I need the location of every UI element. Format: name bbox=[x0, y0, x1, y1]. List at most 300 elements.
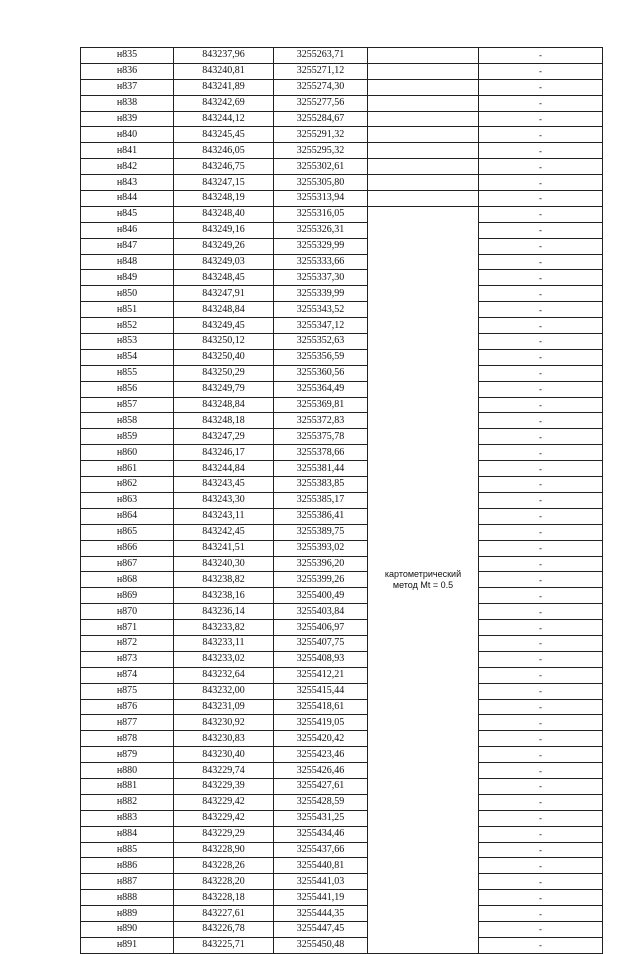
mt-value-cell: - bbox=[479, 747, 603, 763]
x-coordinate-cell: 843225,71 bbox=[174, 937, 274, 953]
point-id-cell: н835 bbox=[81, 48, 174, 64]
mt-value-cell: - bbox=[479, 254, 603, 270]
table-row bbox=[81, 175, 603, 191]
x-coordinate-cell: 843229,29 bbox=[174, 826, 274, 842]
point-id-cell: н873 bbox=[81, 651, 174, 667]
mt-value-cell: - bbox=[479, 858, 603, 874]
x-coordinate-cell: 843228,18 bbox=[174, 890, 274, 906]
table-row bbox=[81, 667, 603, 683]
point-id-cell: н852 bbox=[81, 318, 174, 334]
point-id-cell: н869 bbox=[81, 588, 174, 604]
table-row bbox=[81, 794, 603, 810]
point-id-cell: н874 bbox=[81, 667, 174, 683]
x-coordinate-cell: 843250,40 bbox=[174, 349, 274, 365]
mt-value-cell: - bbox=[479, 826, 603, 842]
y-coordinate-cell: 3255284,67 bbox=[274, 111, 368, 127]
method-cell-empty bbox=[368, 48, 479, 64]
table-row bbox=[81, 302, 603, 318]
point-id-cell: н872 bbox=[81, 635, 174, 651]
table-row bbox=[81, 48, 603, 64]
point-id-cell: н886 bbox=[81, 858, 174, 874]
table-row bbox=[81, 620, 603, 636]
x-coordinate-cell: 843238,16 bbox=[174, 588, 274, 604]
y-coordinate-cell: 3255337,30 bbox=[274, 270, 368, 286]
mt-value-cell: - bbox=[479, 842, 603, 858]
x-coordinate-cell: 843232,00 bbox=[174, 683, 274, 699]
y-coordinate-cell: 3255441,19 bbox=[274, 890, 368, 906]
y-coordinate-cell: 3255428,59 bbox=[274, 794, 368, 810]
mt-value-cell: - bbox=[479, 222, 603, 238]
point-id-cell: н877 bbox=[81, 715, 174, 731]
point-id-cell: н861 bbox=[81, 461, 174, 477]
table-row bbox=[81, 651, 603, 667]
x-coordinate-cell: 843238,82 bbox=[174, 572, 274, 588]
table-row bbox=[81, 461, 603, 477]
table-row bbox=[81, 143, 603, 159]
point-id-cell: н875 bbox=[81, 683, 174, 699]
y-coordinate-cell: 3255263,71 bbox=[274, 48, 368, 64]
table-row bbox=[81, 238, 603, 254]
table-row bbox=[81, 635, 603, 651]
table-row bbox=[81, 127, 603, 143]
y-coordinate-cell: 3255329,99 bbox=[274, 238, 368, 254]
y-coordinate-cell: 3255444,35 bbox=[274, 906, 368, 922]
table-row bbox=[81, 874, 603, 890]
x-coordinate-cell: 843241,89 bbox=[174, 79, 274, 95]
y-coordinate-cell: 3255386,41 bbox=[274, 508, 368, 524]
y-coordinate-cell: 3255419,05 bbox=[274, 715, 368, 731]
y-coordinate-cell: 3255291,32 bbox=[274, 127, 368, 143]
table-row bbox=[81, 159, 603, 175]
x-coordinate-cell: 843228,90 bbox=[174, 842, 274, 858]
point-id-cell: н848 bbox=[81, 254, 174, 270]
table-row bbox=[81, 111, 603, 127]
mt-value-cell: - bbox=[479, 763, 603, 779]
mt-value-cell: - bbox=[479, 238, 603, 254]
x-coordinate-cell: 843233,82 bbox=[174, 620, 274, 636]
mt-value-cell: - bbox=[479, 413, 603, 429]
x-coordinate-cell: 843242,45 bbox=[174, 524, 274, 540]
mt-value-cell: - bbox=[479, 477, 603, 493]
mt-value-cell: - bbox=[479, 635, 603, 651]
table-row bbox=[81, 206, 603, 222]
table-row bbox=[81, 429, 603, 445]
table-row bbox=[81, 588, 603, 604]
table-row bbox=[81, 63, 603, 79]
table-row bbox=[81, 747, 603, 763]
table-row bbox=[81, 286, 603, 302]
x-coordinate-cell: 843240,81 bbox=[174, 63, 274, 79]
point-id-cell: н888 bbox=[81, 890, 174, 906]
x-coordinate-cell: 843246,17 bbox=[174, 445, 274, 461]
table-row bbox=[81, 524, 603, 540]
x-coordinate-cell: 843249,03 bbox=[174, 254, 274, 270]
point-id-cell: н870 bbox=[81, 604, 174, 620]
mt-value-cell: - bbox=[479, 334, 603, 350]
point-id-cell: н867 bbox=[81, 556, 174, 572]
method-cell bbox=[368, 206, 479, 953]
mt-value-cell: - bbox=[479, 699, 603, 715]
y-coordinate-cell: 3255420,42 bbox=[274, 731, 368, 747]
x-coordinate-cell: 843240,30 bbox=[174, 556, 274, 572]
mt-value-cell: - bbox=[479, 508, 603, 524]
point-id-cell: н865 bbox=[81, 524, 174, 540]
table-row bbox=[81, 921, 603, 937]
mt-value-cell: - bbox=[479, 492, 603, 508]
y-coordinate-cell: 3255434,46 bbox=[274, 826, 368, 842]
point-id-cell: н845 bbox=[81, 206, 174, 222]
mt-value-cell: - bbox=[479, 937, 603, 953]
x-coordinate-cell: 843236,14 bbox=[174, 604, 274, 620]
y-coordinate-cell: 3255399,26 bbox=[274, 572, 368, 588]
method-cell-empty bbox=[368, 111, 479, 127]
mt-value-cell: - bbox=[479, 572, 603, 588]
point-id-cell: н887 bbox=[81, 874, 174, 890]
point-id-cell: н858 bbox=[81, 413, 174, 429]
x-coordinate-cell: 843250,29 bbox=[174, 365, 274, 381]
point-id-cell: н838 bbox=[81, 95, 174, 111]
y-coordinate-cell: 3255347,12 bbox=[274, 318, 368, 334]
x-coordinate-cell: 843249,16 bbox=[174, 222, 274, 238]
mt-value-cell: - bbox=[479, 810, 603, 826]
mt-value-cell: - bbox=[479, 731, 603, 747]
x-coordinate-cell: 843230,83 bbox=[174, 731, 274, 747]
point-id-cell: н849 bbox=[81, 270, 174, 286]
table-row bbox=[81, 381, 603, 397]
method-cell-empty bbox=[368, 159, 479, 175]
method-cell-empty bbox=[368, 79, 479, 95]
table-row bbox=[81, 604, 603, 620]
y-coordinate-cell: 3255326,31 bbox=[274, 222, 368, 238]
table-row bbox=[81, 858, 603, 874]
table-row bbox=[81, 445, 603, 461]
x-coordinate-cell: 843248,84 bbox=[174, 397, 274, 413]
table-row bbox=[81, 270, 603, 286]
table-row bbox=[81, 79, 603, 95]
table-row bbox=[81, 334, 603, 350]
y-coordinate-cell: 3255450,48 bbox=[274, 937, 368, 953]
x-coordinate-cell: 843243,11 bbox=[174, 508, 274, 524]
mt-value-cell: - bbox=[479, 906, 603, 922]
table-row bbox=[81, 778, 603, 794]
x-coordinate-cell: 843233,11 bbox=[174, 635, 274, 651]
point-id-cell: н885 bbox=[81, 842, 174, 858]
coordinates-table bbox=[80, 47, 603, 954]
x-coordinate-cell: 843231,09 bbox=[174, 699, 274, 715]
x-coordinate-cell: 843248,18 bbox=[174, 413, 274, 429]
mt-value-cell: - bbox=[479, 620, 603, 636]
x-coordinate-cell: 843232,64 bbox=[174, 667, 274, 683]
y-coordinate-cell: 3255316,05 bbox=[274, 206, 368, 222]
y-coordinate-cell: 3255295,32 bbox=[274, 143, 368, 159]
method-label-line-1: картометрический bbox=[384, 568, 462, 579]
x-coordinate-cell: 843246,75 bbox=[174, 159, 274, 175]
point-id-cell: н866 bbox=[81, 540, 174, 556]
y-coordinate-cell: 3255440,81 bbox=[274, 858, 368, 874]
point-id-cell: н859 bbox=[81, 429, 174, 445]
x-coordinate-cell: 843243,30 bbox=[174, 492, 274, 508]
mt-value-cell: - bbox=[479, 651, 603, 667]
mt-value-cell: - bbox=[479, 127, 603, 143]
x-coordinate-cell: 843248,40 bbox=[174, 206, 274, 222]
table-row bbox=[81, 763, 603, 779]
table-row bbox=[81, 397, 603, 413]
method-cell-empty bbox=[368, 175, 479, 191]
y-coordinate-cell: 3255313,94 bbox=[274, 191, 368, 207]
mt-value-cell: - bbox=[479, 524, 603, 540]
mt-value-cell: - bbox=[479, 95, 603, 111]
mt-value-cell: - bbox=[479, 461, 603, 477]
y-coordinate-cell: 3255412,21 bbox=[274, 667, 368, 683]
table-row bbox=[81, 556, 603, 572]
point-id-cell: н881 bbox=[81, 778, 174, 794]
method-cell-empty bbox=[368, 95, 479, 111]
mt-value-cell: - bbox=[479, 159, 603, 175]
y-coordinate-cell: 3255333,66 bbox=[274, 254, 368, 270]
x-coordinate-cell: 843243,45 bbox=[174, 477, 274, 493]
y-coordinate-cell: 3255339,99 bbox=[274, 286, 368, 302]
y-coordinate-cell: 3255418,61 bbox=[274, 699, 368, 715]
mt-value-cell: - bbox=[479, 286, 603, 302]
point-id-cell: н876 bbox=[81, 699, 174, 715]
method-cell-empty bbox=[368, 63, 479, 79]
y-coordinate-cell: 3255426,46 bbox=[274, 763, 368, 779]
mt-value-cell: - bbox=[479, 874, 603, 890]
point-id-cell: н890 bbox=[81, 921, 174, 937]
table-row bbox=[81, 937, 603, 953]
point-id-cell: н837 bbox=[81, 79, 174, 95]
coordinates-table-body bbox=[81, 48, 603, 954]
point-id-cell: н857 bbox=[81, 397, 174, 413]
x-coordinate-cell: 843241,51 bbox=[174, 540, 274, 556]
x-coordinate-cell: 843249,26 bbox=[174, 238, 274, 254]
table-row bbox=[81, 842, 603, 858]
point-id-cell: н878 bbox=[81, 731, 174, 747]
mt-value-cell: - bbox=[479, 715, 603, 731]
point-id-cell: н860 bbox=[81, 445, 174, 461]
point-id-cell: н840 bbox=[81, 127, 174, 143]
point-id-cell: н850 bbox=[81, 286, 174, 302]
y-coordinate-cell: 3255375,78 bbox=[274, 429, 368, 445]
mt-value-cell: - bbox=[479, 604, 603, 620]
y-coordinate-cell: 3255431,25 bbox=[274, 810, 368, 826]
table-row bbox=[81, 810, 603, 826]
mt-value-cell: - bbox=[479, 397, 603, 413]
y-coordinate-cell: 3255305,80 bbox=[274, 175, 368, 191]
mt-value-cell: - bbox=[479, 79, 603, 95]
y-coordinate-cell: 3255407,75 bbox=[274, 635, 368, 651]
y-coordinate-cell: 3255352,63 bbox=[274, 334, 368, 350]
mt-value-cell: - bbox=[479, 111, 603, 127]
point-id-cell: н862 bbox=[81, 477, 174, 493]
x-coordinate-cell: 843247,29 bbox=[174, 429, 274, 445]
point-id-cell: н843 bbox=[81, 175, 174, 191]
mt-value-cell: - bbox=[479, 778, 603, 794]
y-coordinate-cell: 3255406,97 bbox=[274, 620, 368, 636]
point-id-cell: н868 bbox=[81, 572, 174, 588]
mt-value-cell: - bbox=[479, 318, 603, 334]
method-cell-empty bbox=[368, 143, 479, 159]
y-coordinate-cell: 3255396,20 bbox=[274, 556, 368, 572]
point-id-cell: н891 bbox=[81, 937, 174, 953]
mt-value-cell: - bbox=[479, 445, 603, 461]
mt-value-cell: - bbox=[479, 921, 603, 937]
x-coordinate-cell: 843229,42 bbox=[174, 810, 274, 826]
point-id-cell: н882 bbox=[81, 794, 174, 810]
x-coordinate-cell: 843230,92 bbox=[174, 715, 274, 731]
y-coordinate-cell: 3255378,66 bbox=[274, 445, 368, 461]
y-coordinate-cell: 3255427,61 bbox=[274, 778, 368, 794]
method-label-line-2: метод Mt = 0.5 bbox=[392, 579, 454, 590]
point-id-cell: н854 bbox=[81, 349, 174, 365]
y-coordinate-cell: 3255383,85 bbox=[274, 477, 368, 493]
table-row bbox=[81, 508, 603, 524]
mt-value-cell: - bbox=[479, 365, 603, 381]
x-coordinate-cell: 843246,05 bbox=[174, 143, 274, 159]
point-id-cell: н879 bbox=[81, 747, 174, 763]
table-row bbox=[81, 413, 603, 429]
table-row bbox=[81, 906, 603, 922]
y-coordinate-cell: 3255393,02 bbox=[274, 540, 368, 556]
point-id-cell: н884 bbox=[81, 826, 174, 842]
mt-value-cell: - bbox=[479, 48, 603, 64]
point-id-cell: н855 bbox=[81, 365, 174, 381]
y-coordinate-cell: 3255274,30 bbox=[274, 79, 368, 95]
point-id-cell: н836 bbox=[81, 63, 174, 79]
point-id-cell: н844 bbox=[81, 191, 174, 207]
y-coordinate-cell: 3255360,56 bbox=[274, 365, 368, 381]
mt-value-cell: - bbox=[479, 890, 603, 906]
y-coordinate-cell: 3255385,17 bbox=[274, 492, 368, 508]
table-row bbox=[81, 254, 603, 270]
x-coordinate-cell: 843249,45 bbox=[174, 318, 274, 334]
point-id-cell: н871 bbox=[81, 620, 174, 636]
x-coordinate-cell: 843230,40 bbox=[174, 747, 274, 763]
mt-value-cell: - bbox=[479, 175, 603, 191]
table-row bbox=[81, 890, 603, 906]
x-coordinate-cell: 843228,20 bbox=[174, 874, 274, 890]
method-cell-empty bbox=[368, 127, 479, 143]
point-id-cell: н863 bbox=[81, 492, 174, 508]
table-row bbox=[81, 683, 603, 699]
x-coordinate-cell: 843226,78 bbox=[174, 921, 274, 937]
table-row bbox=[81, 318, 603, 334]
x-coordinate-cell: 843227,61 bbox=[174, 906, 274, 922]
table-row bbox=[81, 222, 603, 238]
table-row bbox=[81, 826, 603, 842]
x-coordinate-cell: 843247,91 bbox=[174, 286, 274, 302]
y-coordinate-cell: 3255277,56 bbox=[274, 95, 368, 111]
y-coordinate-cell: 3255343,52 bbox=[274, 302, 368, 318]
y-coordinate-cell: 3255441,03 bbox=[274, 874, 368, 890]
x-coordinate-cell: 843248,19 bbox=[174, 191, 274, 207]
table-row bbox=[81, 492, 603, 508]
method-cell-empty bbox=[368, 191, 479, 207]
x-coordinate-cell: 843250,12 bbox=[174, 334, 274, 350]
x-coordinate-cell: 843242,69 bbox=[174, 95, 274, 111]
point-id-cell: н847 bbox=[81, 238, 174, 254]
x-coordinate-cell: 843248,45 bbox=[174, 270, 274, 286]
table-row bbox=[81, 731, 603, 747]
mt-value-cell: - bbox=[479, 206, 603, 222]
mt-value-cell: - bbox=[479, 540, 603, 556]
y-coordinate-cell: 3255381,44 bbox=[274, 461, 368, 477]
x-coordinate-cell: 843249,79 bbox=[174, 381, 274, 397]
mt-value-cell: - bbox=[479, 63, 603, 79]
y-coordinate-cell: 3255302,61 bbox=[274, 159, 368, 175]
point-id-cell: н856 bbox=[81, 381, 174, 397]
point-id-cell: н853 bbox=[81, 334, 174, 350]
table-row bbox=[81, 715, 603, 731]
x-coordinate-cell: 843245,45 bbox=[174, 127, 274, 143]
x-coordinate-cell: 843229,42 bbox=[174, 794, 274, 810]
mt-value-cell: - bbox=[479, 683, 603, 699]
y-coordinate-cell: 3255423,46 bbox=[274, 747, 368, 763]
x-coordinate-cell: 843229,39 bbox=[174, 778, 274, 794]
point-id-cell: н864 bbox=[81, 508, 174, 524]
y-coordinate-cell: 3255389,75 bbox=[274, 524, 368, 540]
mt-value-cell: - bbox=[479, 667, 603, 683]
table-row bbox=[81, 572, 603, 588]
mt-value-cell: - bbox=[479, 270, 603, 286]
mt-value-cell: - bbox=[479, 381, 603, 397]
x-coordinate-cell: 843233,02 bbox=[174, 651, 274, 667]
table-row bbox=[81, 95, 603, 111]
y-coordinate-cell: 3255369,81 bbox=[274, 397, 368, 413]
y-coordinate-cell: 3255403,84 bbox=[274, 604, 368, 620]
y-coordinate-cell: 3255408,93 bbox=[274, 651, 368, 667]
y-coordinate-cell: 3255364,49 bbox=[274, 381, 368, 397]
y-coordinate-cell: 3255271,12 bbox=[274, 63, 368, 79]
x-coordinate-cell: 843229,74 bbox=[174, 763, 274, 779]
mt-value-cell: - bbox=[479, 349, 603, 365]
mt-value-cell: - bbox=[479, 191, 603, 207]
table-row bbox=[81, 191, 603, 207]
x-coordinate-cell: 843228,26 bbox=[174, 858, 274, 874]
y-coordinate-cell: 3255372,83 bbox=[274, 413, 368, 429]
point-id-cell: н842 bbox=[81, 159, 174, 175]
table-row bbox=[81, 349, 603, 365]
y-coordinate-cell: 3255447,45 bbox=[274, 921, 368, 937]
point-id-cell: н880 bbox=[81, 763, 174, 779]
mt-value-cell: - bbox=[479, 143, 603, 159]
point-id-cell: н839 bbox=[81, 111, 174, 127]
x-coordinate-cell: 843248,84 bbox=[174, 302, 274, 318]
mt-value-cell: - bbox=[479, 556, 603, 572]
point-id-cell: н889 bbox=[81, 906, 174, 922]
table-row bbox=[81, 365, 603, 381]
x-coordinate-cell: 843247,15 bbox=[174, 175, 274, 191]
y-coordinate-cell: 3255437,66 bbox=[274, 842, 368, 858]
y-coordinate-cell: 3255415,44 bbox=[274, 683, 368, 699]
mt-value-cell: - bbox=[479, 302, 603, 318]
mt-value-cell: - bbox=[479, 588, 603, 604]
table-row bbox=[81, 540, 603, 556]
x-coordinate-cell: 843244,12 bbox=[174, 111, 274, 127]
mt-value-cell: - bbox=[479, 794, 603, 810]
y-coordinate-cell: 3255400,49 bbox=[274, 588, 368, 604]
table-row bbox=[81, 477, 603, 493]
point-id-cell: н851 bbox=[81, 302, 174, 318]
mt-value-cell: - bbox=[479, 429, 603, 445]
point-id-cell: н841 bbox=[81, 143, 174, 159]
x-coordinate-cell: 843237,96 bbox=[174, 48, 274, 64]
point-id-cell: н883 bbox=[81, 810, 174, 826]
y-coordinate-cell: 3255356,59 bbox=[274, 349, 368, 365]
table-row bbox=[81, 699, 603, 715]
point-id-cell: н846 bbox=[81, 222, 174, 238]
x-coordinate-cell: 843244,84 bbox=[174, 461, 274, 477]
